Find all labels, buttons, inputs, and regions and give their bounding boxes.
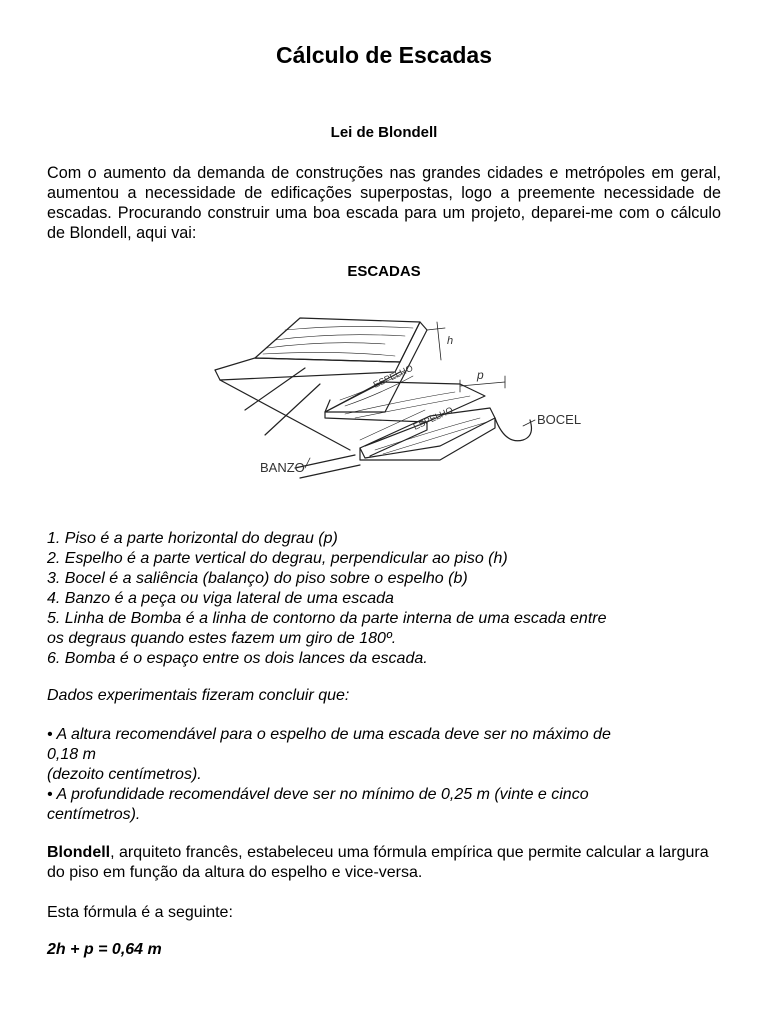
definition-item: 1. Piso é a parte horizontal do degrau (p) <box>47 530 338 547</box>
recommendation-line: (dezoito centímetros). <box>47 766 202 783</box>
page-title: Cálculo de Escadas <box>275 42 493 68</box>
label-banzo: BANZO <box>260 460 305 475</box>
label-bocel: BOCEL <box>537 412 582 427</box>
experimental-intro: Dados experimentais fizeram concluir que: <box>47 687 350 704</box>
definition-item: 6. Bomba é o espaço entre os dois lances da escada. <box>47 650 428 667</box>
definition-item: 3. Bocel é a saliência (balanço) do piso sobre o espelho (b) <box>47 570 468 587</box>
stairs-illustration <box>205 300 585 495</box>
blondell-paragraph <box>47 843 727 883</box>
label-espelho-top: ESPELHO <box>371 362 415 390</box>
definitions-list <box>47 529 737 669</box>
definition-item: 5. Linha de Bomba é a linha de contorno da parte interna de uma escada entre <box>47 610 607 627</box>
definition-item: 4. Banzo é a peça ou viga lateral de uma escada <box>47 590 394 607</box>
blondell-name: Blondell <box>47 844 111 861</box>
recommendation-line: centímetros). <box>47 806 141 823</box>
label-p: p <box>477 368 484 382</box>
label-espelho-bottom: ESPELHO <box>411 404 455 432</box>
intro-paragraph: Com o aumento da demanda de construções nas grandes cidades e metrópoles em geral, aumentou a necessidade de edificações superpostas, logo a preemente necessidade de escadas. Procurando construir uma boa escada para um projeto, deparei-me com o cálculo de Blondell, aqui vai: <box>47 164 721 242</box>
section-subtitle: Lei de Blondell <box>330 124 438 141</box>
formula-intro: Esta fórmula é a seguinte: <box>47 904 233 921</box>
recommendations-list <box>47 725 737 825</box>
definition-item: os degraus quando estes fazem um giro de 180º. <box>47 630 397 647</box>
top-landing <box>255 318 420 362</box>
definition-item: 2. Espelho é a parte vertical do degrau, perpendicular ao piso (h) <box>47 550 508 567</box>
recommendation-line: • A altura recomendável para o espelho de uma escada deve ser no máximo de <box>47 726 611 743</box>
recommendation-line: • A profundidade recomendável deve ser no mínimo de 0,25 m (vinte e cinco <box>47 786 589 803</box>
recommendation-line: 0,18 m <box>47 746 96 763</box>
stairs-drawing <box>205 300 585 495</box>
blondell-text: , arquiteto francês, estabeleceu uma fórmula empírica que permite calcular a largura do piso em função da altura do espelho e vice-versa. <box>47 844 709 881</box>
blondell-formula: 2h + p = 0,64 m <box>47 941 162 958</box>
section-heading-escadas: ESCADAS <box>347 263 421 280</box>
label-h: h <box>447 335 454 347</box>
